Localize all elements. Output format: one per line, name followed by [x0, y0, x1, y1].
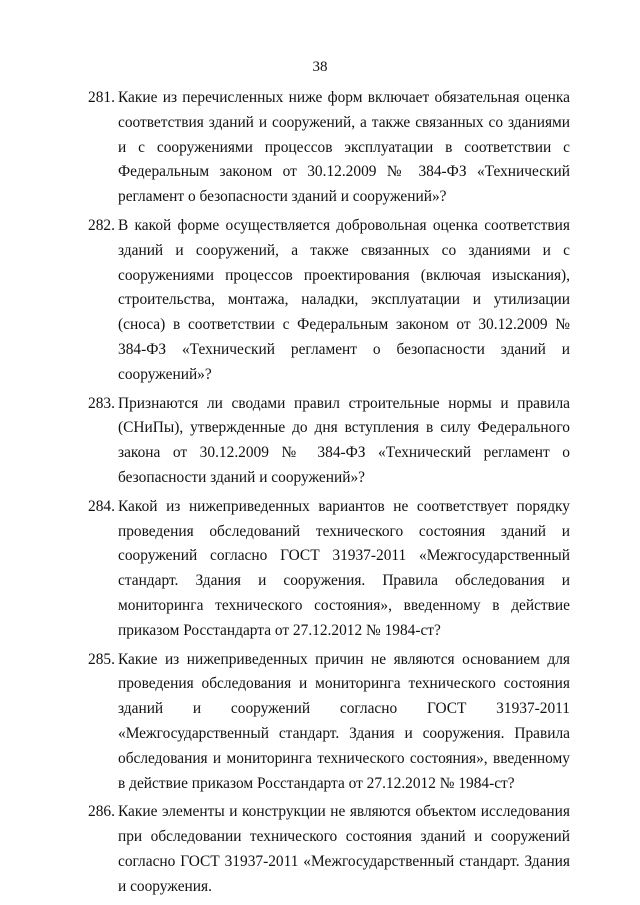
question-item-283	[88, 392, 570, 491]
question-item-284	[88, 495, 570, 644]
question-number: 283.	[88, 394, 115, 412]
question-number: 282.	[88, 216, 115, 234]
question-number: 284.	[88, 497, 115, 515]
question-number: 286.	[88, 803, 115, 821]
question-number: 281.	[88, 89, 115, 106]
question-item-285	[88, 648, 570, 797]
question-text: Какие из нижеприведенных причин не являются основанием для проведения обследования и мониторинга технического состояния зданий и сооружений согласно ГОСТ 31937-2011 «Межгосударственный стандарт. Здания и сооружения. Правила обследования и мониторинга технического состояния», введенному в действие приказом Росстандарта от 27.12.2012 № 1984-ст?	[118, 650, 570, 792]
question-text: Признаются ли сводами правил строительные нормы и правила (СНиПы), утвержденные до дня вступления в силу Федерального закона от 30.12.2009 № 384-ФЗ «Технический регламент о безопасности зданий и сооружений»?	[118, 394, 570, 486]
question-text: Какой из нижеприведенных вариантов не соответствует порядку проведения обследований технического состояния зданий и сооружений согласно ГОСТ 31937-2011 «Межгосударственный стандарт. Здания и сооружения. Правила обследования и мониторинга технического состояния», введенному в действие приказом Росстандарта от 27.12.2012 № 1984-ст?	[118, 497, 570, 639]
question-number: 285.	[88, 650, 115, 668]
question-text: В какой форме осуществляется добровольная оценка соответствия зданий и сооружений, а также связанных со зданиями и с сооружениями процессов проектирования (включая изыскания), строительства, монтажа, наладки, эксплуатации и утилизации (сноса) в соответствии с Федеральным законом от 30.12.2009 № 384-ФЗ «Технический регламент о безопасности зданий и сооружений»?	[118, 216, 570, 383]
question-item-286	[88, 800, 570, 899]
question-text: Какие из перечисленных ниже форм включает обязательная оценка соответствия зданий и сооружений, а также связанных со зданиями и с сооружениями процессов эксплуатации в соответствии с Федеральным законом от 30.12.2009 № 384-ФЗ «Технический регламент о безопасности зданий и сооружений»?	[118, 89, 570, 206]
question-list	[88, 86, 570, 904]
page-number: 38	[312, 59, 328, 75]
question-item-281	[88, 86, 570, 210]
question-item-282	[88, 214, 570, 388]
question-text: Какие элементы и конструкции не являются объектом исследования при обследовании технического состояния зданий и сооружений согласно ГОСТ 31937-2011 «Межгосударственный стандарт. Здания и сооружения.	[118, 803, 570, 895]
